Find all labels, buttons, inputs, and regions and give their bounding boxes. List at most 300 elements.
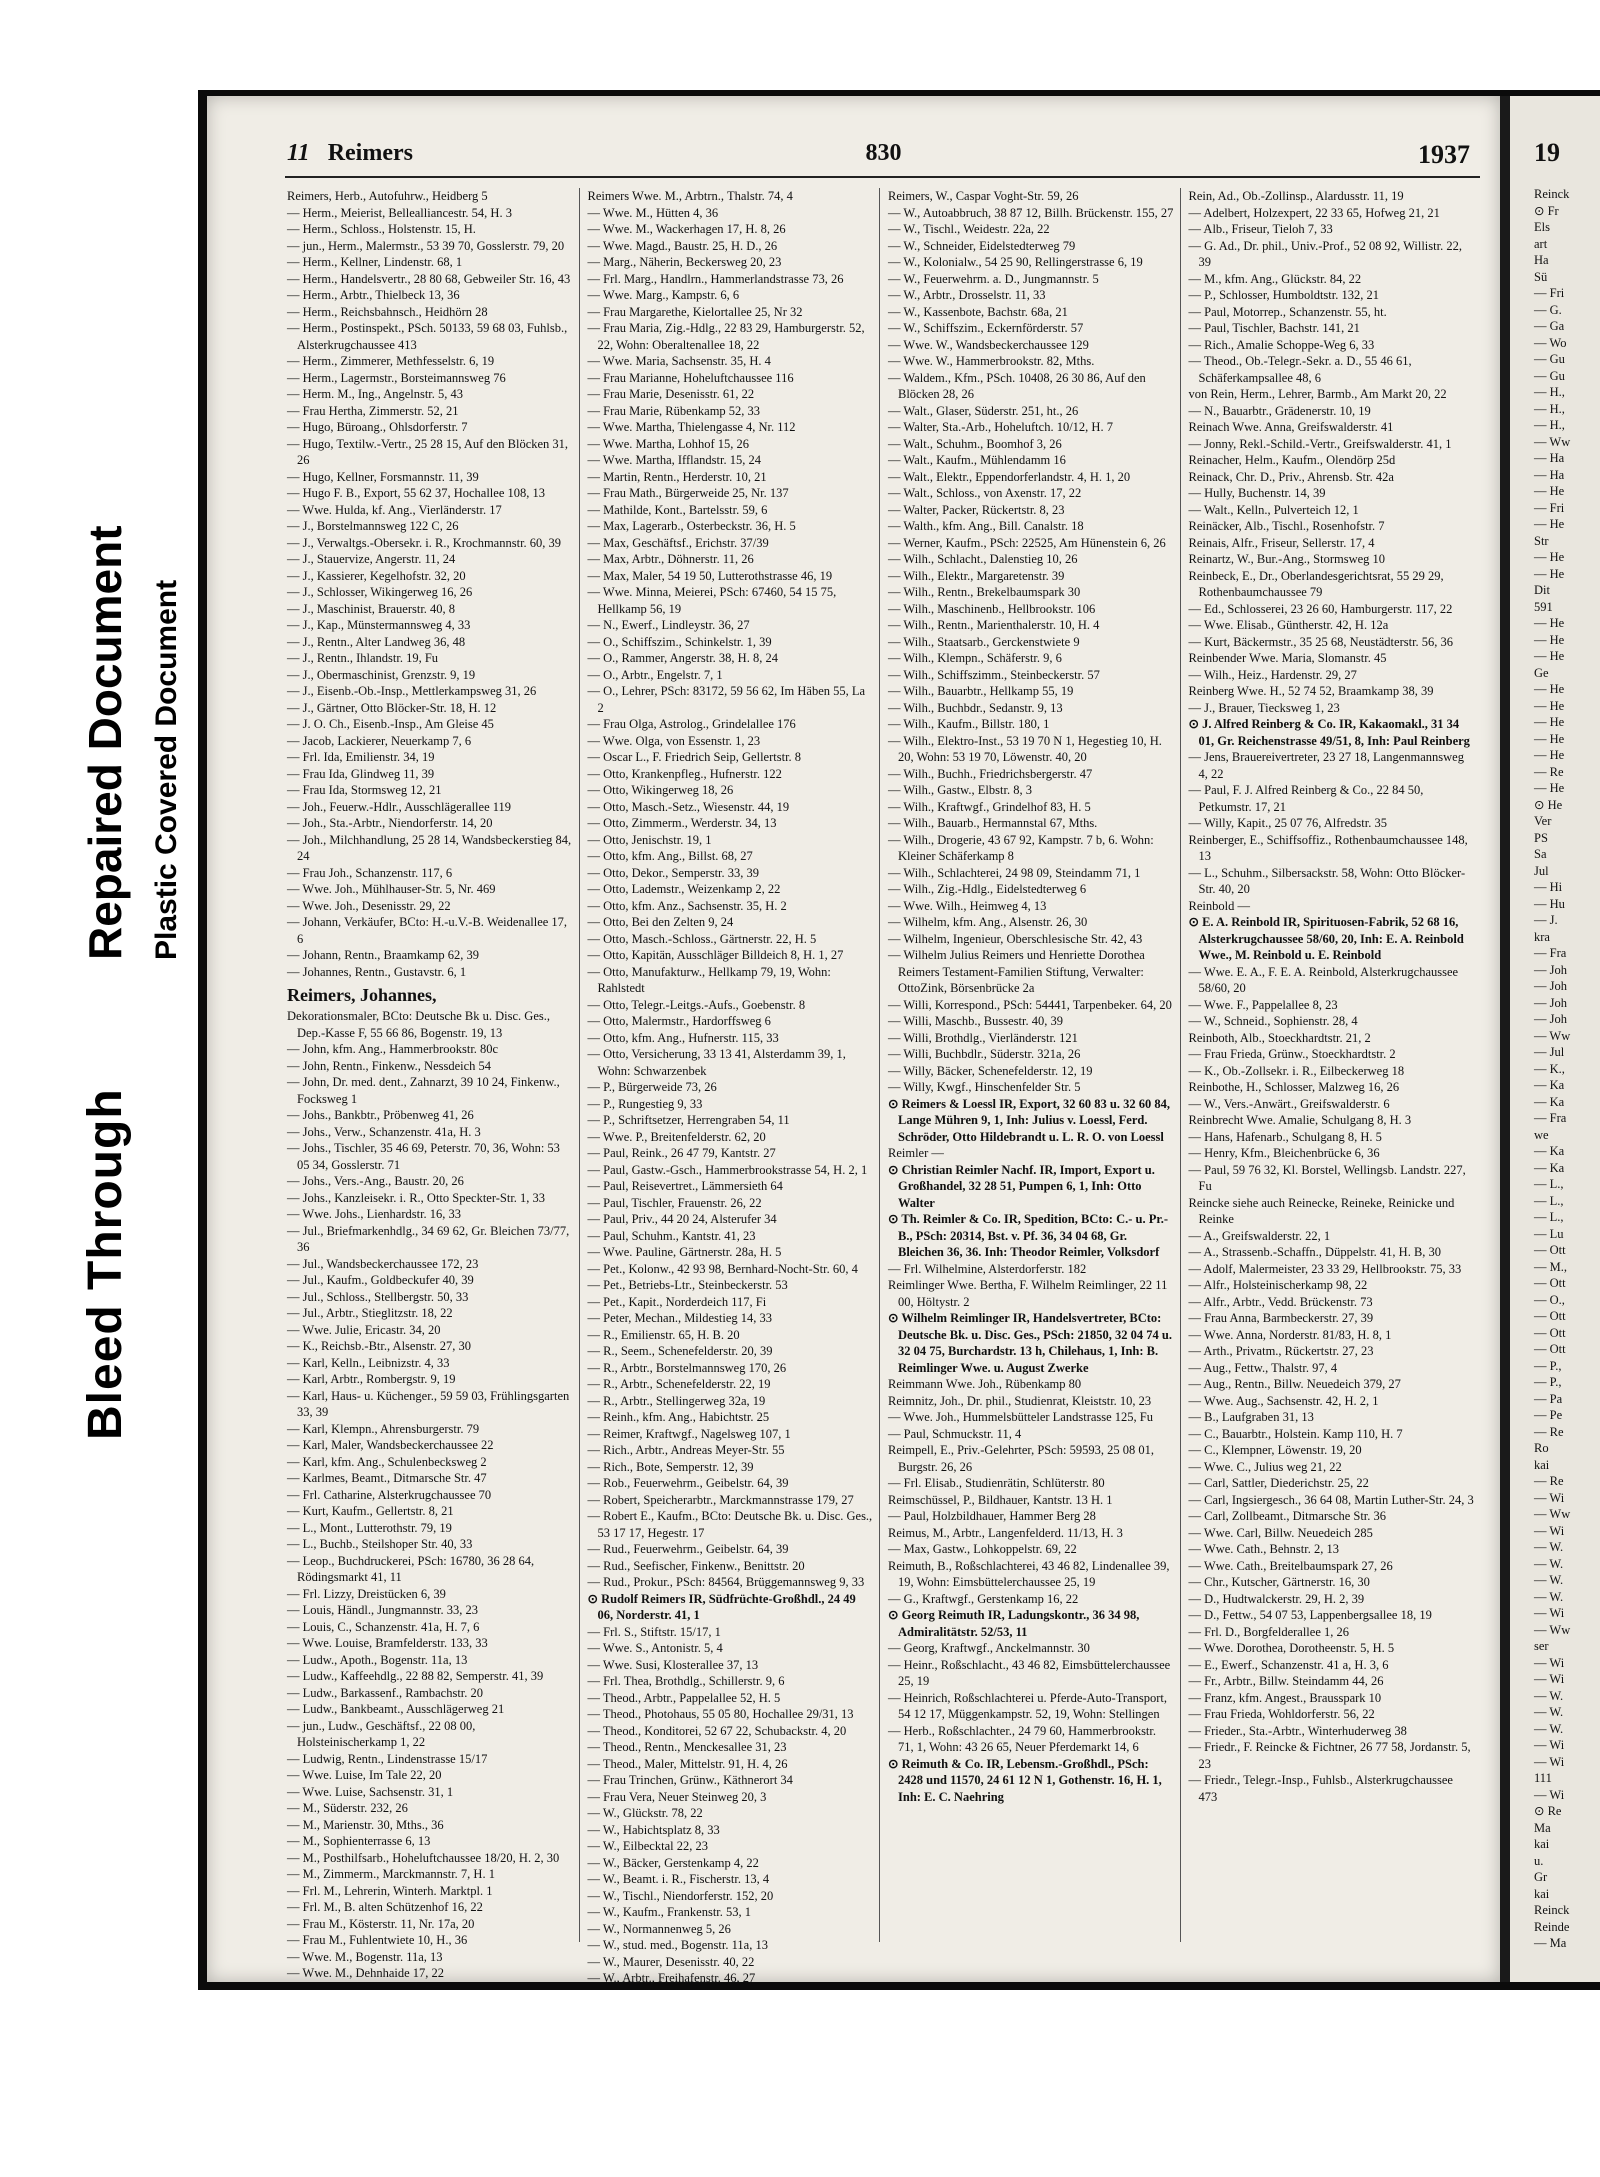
directory-entry: Reimers, Johannes, [287, 985, 437, 1005]
directory-entry: — Rich., Arbtr., Andreas Meyer-Str. 55 [587, 1443, 785, 1457]
next-page-line: — Wi [1534, 1787, 1565, 1802]
directory-entry: Reimus, M., Arbtr., Langenfelderd. 11/13, H. 3 [888, 1525, 1123, 1540]
next-page-line: we [1534, 1127, 1549, 1142]
next-page-line: — Wi [1534, 1655, 1565, 1670]
directory-entry: — Chr., Kutscher, Gärtnerstr. 16, 30 [1188, 1575, 1370, 1589]
column-1 [285, 188, 580, 1980]
directory-entry: ⊙ Rudolf Reimers IR, Südfrüchte-Großhdl., 24 49 06, Norderstr. 41, 1 [587, 1591, 856, 1622]
next-page-line: — Fri [1534, 286, 1565, 300]
directory-entry: — Theod., Photohaus, 55 05 80, Hochallee 29/31, 13 [587, 1707, 854, 1721]
next-page-line: — L., [1534, 1177, 1564, 1191]
directory-entry: — Walter, Sta.-Arb., Hoheluftch. 10/12, H. 7 [888, 420, 1113, 434]
directory-entry: — Hugo, Büroang., Ohlsdorferstr. 7 [287, 420, 468, 434]
directory-entry: — Adelbert, Holzexpert, 22 33 65, Hofweg 21, 21 [1188, 205, 1440, 220]
header-surname: Reimers [327, 140, 413, 166]
directory-entry: — O., Schiffszim., Schinkelstr. 1, 39 [587, 634, 772, 649]
next-page-line: Ma [1534, 1820, 1551, 1835]
directory-entry: Reimpell, E., Priv.-Gelehrter, PSch: 59593, 25 08 01, Burgstr. 26, 26 [888, 1443, 1155, 1474]
directory-entry: — Hans, Hafenarb., Schulgang 8, H. 5 [1188, 1129, 1382, 1144]
directory-entry: — Jacob, Lackierer, Neuerkamp 7, 6 [287, 733, 472, 748]
directory-entry: — Friedr., Telegr.-Insp., Fuhlsb., Alsterkrugchaussee 473 [1188, 1773, 1453, 1804]
directory-entry: — Otto, Malermstr., Hardorffsweg 6 [587, 1014, 771, 1028]
directory-entry: — Ed., Schlosserei, 23 26 60, Hamburgerstr. 117, 22 [1188, 601, 1453, 616]
directory-entry: Dekorationsmaler, BCto: Deutsche Bk u. Disc. Ges., Dep.-Kasse F, 55 66 86, Bogenstr. 19, 13 [287, 1009, 550, 1040]
directory-entry: — Wwe. M., Bogenstr. 11a, 13 [287, 1949, 443, 1964]
directory-entry: — Wilh., Rentn., Marienthalerstr. 10, H. 4 [888, 618, 1100, 632]
directory-entry: — Wwe. Susi, Klosterallee 37, 13 [587, 1657, 759, 1672]
next-page-line: — He [1534, 566, 1565, 581]
directory-entry: Reinbrecht Wwe. Amalie, Schulgang 8, H. 3 [1188, 1113, 1412, 1127]
directory-entry: — Wwe. E. A., F. E. A. Reinbold, Alsterkrugchaussee 58/60, 20 [1188, 964, 1459, 995]
directory-entry: — R., Emilienstr. 65, H. B. 20 [587, 1327, 740, 1342]
directory-entry: — L., Buchb., Steilshoper Str. 40, 33 [287, 1537, 473, 1551]
directory-entry: — J., Kap., Münstermannsweg 4, 33 [287, 618, 471, 632]
next-page-line: — Fra [1534, 1111, 1567, 1125]
book-binding [1500, 96, 1510, 1982]
directory-entry: — M., Posthilfsarb., Hoheluftchaussee 18/20, H. 2, 30 [287, 1850, 560, 1865]
next-page-line: — He [1534, 731, 1565, 746]
directory-entry: — Wwe. Joh., Desenisstr. 29, 22 [287, 898, 451, 913]
directory-entry: — Rud., Seefischer, Finkenw., Benittstr. 20 [587, 1558, 805, 1573]
directory-entry: — Wwe. Julie, Ericastr. 34, 20 [287, 1322, 441, 1337]
directory-entry: Reinack, Chr. D., Priv., Ahrensb. Str. 42a [1188, 469, 1394, 484]
directory-entry: Rein, Ad., Ob.-Zollinsp., Alardusstr. 11, 19 [1188, 189, 1404, 203]
directory-entry: — W., Arbtr., Drosselstr. 11, 33 [888, 288, 1046, 302]
next-page-line: PS [1534, 830, 1548, 845]
directory-entry: — Wwe. Martha, Ifflandstr. 15, 24 [587, 453, 761, 467]
directory-entry: — N., Bauarbtr., Grädenerstr. 10, 19 [1188, 403, 1371, 418]
directory-entry: — Wwe. Joh., Hummelsbütteler Landstrasse 125, Fu [888, 1410, 1154, 1424]
directory-entry: — Paul, Motorrep., Schanzenstr. 55, ht. [1188, 304, 1387, 319]
directory-entry: — Wwe. Magd., Baustr. 25, H. D., 26 [587, 238, 778, 253]
directory-entry: — Herm., Meierist, Bellealliancestr. 54, H. 3 [287, 205, 512, 220]
directory-entry: — Wilh., Kaufm., Billstr. 180, 1 [888, 717, 1050, 731]
directory-entry: — Wilh., Buchh., Friedrichsbergerstr. 47 [888, 766, 1093, 781]
next-page-line: — W. [1534, 1556, 1564, 1571]
directory-entry: — Frau Anna, Barmbeckerstr. 27, 39 [1188, 1311, 1374, 1325]
directory-entry: — Ludw., Barkassenf., Rambachstr. 20 [287, 1685, 484, 1700]
column-4 [1187, 188, 1481, 1942]
directory-entry: — Rich., Amalie Schoppe-Weg 6, 33 [1188, 337, 1375, 352]
directory-entry: — Herm., Lagermstr., Borsteimannsweg 76 [287, 370, 506, 385]
directory-entry: — Wwe. Martha, Thielengasse 4, Nr. 112 [587, 420, 796, 434]
next-page-line: — He [1534, 698, 1565, 713]
directory-entry: Reincke siehe auch Reinecke, Reineke, Reinicke und Reinke [1188, 1195, 1455, 1226]
directory-entry: — Wilh., Bauarbtr., Hellkamp 55, 19 [888, 684, 1074, 698]
next-page-line: — He [1534, 682, 1565, 696]
next-page-line: — Ka [1534, 1160, 1565, 1175]
next-page-line: — He [1534, 517, 1565, 531]
directory-entry: — Otto, Wikingerweg 18, 26 [587, 783, 734, 797]
directory-entry: — Wwe. M., Hütten 4, 36 [587, 205, 719, 220]
directory-entry: — Wilh., Kraftwgf., Grindelhof 83, H. 5 [888, 799, 1091, 814]
directory-entry: — Theod., Maler, Mittelstr. 91, H. 4, 26 [587, 1756, 788, 1771]
directory-entry: — Frau M., Kösterstr. 11, Nr. 17a, 20 [287, 1916, 475, 1931]
directory-entry: — Wilhelm, Ingenieur, Oberschlesische Str. 42, 43 [888, 931, 1143, 946]
directory-entry: — jun., Ludw., Geschäftsf., 22 08 00, Holsteinischerkamp 1, 22 [287, 1718, 476, 1749]
directory-entry: — M., Süderstr. 232, 26 [287, 1801, 408, 1815]
directory-entry: — Rud., Prokur., PSch: 84564, Brüggemannsweg 9, 33 [587, 1575, 865, 1589]
next-page-line: kai [1534, 1457, 1550, 1472]
next-page-line: — P., [1534, 1358, 1562, 1373]
directory-entry: Reinboth, Alb., Stoeckhardtstr. 21, 2 [1188, 1030, 1371, 1045]
directory-entry: — Willy, Kwgf., Hinschenfelder Str. 5 [888, 1080, 1081, 1094]
next-page-line: — K., [1534, 1061, 1565, 1076]
header-section-number: 11 [287, 140, 310, 166]
directory-entry: — Max, Geschäftsf., Erichstr. 37/39 [587, 535, 769, 550]
directory-entry: — W., Glückstr. 78, 22 [587, 1806, 703, 1820]
next-page-line: — Pa [1534, 1391, 1563, 1406]
directory-entry: — Frau Ida, Glindweg 11, 39 [287, 766, 435, 781]
next-page-line: — Wi [1534, 1606, 1565, 1620]
directory-entry: — Herm., Schloss., Holstenstr. 15, H. [287, 222, 476, 236]
page-number: 830 [865, 140, 902, 166]
directory-entry: — Ludw., Bankbeamt., Ausschlägerweg 21 [287, 1702, 505, 1716]
directory-entry: ⊙ J. Alfred Reinberg & Co. IR, Kakaomakl., 31 34 01, Gr. Reichenstrasse 49/51, 8, Inh: Paul Reinberg [1188, 717, 1470, 748]
directory-entry: — W., Autoabbruch, 38 87 12, Billh. Brückenstr. 155, 27 [888, 205, 1174, 220]
directory-entry: — Wwe. Luise, Sachsenstr. 31, 1 [287, 1784, 454, 1799]
directory-entry: — Theod., Konditorei, 52 67 22, Schubackstr. 4, 20 [587, 1723, 847, 1738]
directory-entry: — Frau Ida, Stormsweg 12, 21 [287, 783, 442, 797]
directory-entry: — Wwe. Cath., Breitelbaumspark 27, 26 [1188, 1558, 1393, 1573]
next-page-line: — Ha [1534, 451, 1565, 465]
directory-entry: — Johs., Bankbtr., Pröbenweg 41, 26 [287, 1108, 474, 1122]
directory-entry: — J., Eisenb.-Ob.-Insp., Mettlerkampsweg 31, 26 [287, 684, 537, 698]
column-2 [586, 188, 881, 1985]
directory-entry: — Frau Marianne, Hoheluftchaussee 116 [587, 370, 794, 385]
directory-entry: — Paul, Gastw.-Gsch., Hammerbrookstrasse 54, H. 2, 1 [587, 1162, 868, 1177]
next-page-line: — H., [1534, 385, 1565, 399]
next-page-line: Sa [1534, 847, 1547, 861]
columns [285, 188, 1480, 1985]
next-page-line: — Wi [1534, 1490, 1565, 1505]
next-page-line: Ro [1534, 1441, 1549, 1455]
directory-entry: — Paul, Tischler, Bachstr. 141, 21 [1188, 321, 1360, 335]
directory-entry: — W., Schneider, Eidelstedterweg 79 [888, 238, 1076, 253]
directory-entry: — Walt., Kelln., Pulverteich 12, 1 [1188, 502, 1359, 517]
next-page-line: kai [1534, 1886, 1550, 1901]
directory-entry: — Frl. Marg., Handlrn., Hammerlandstrasse 73, 26 [587, 271, 844, 286]
directory-entry: — Wwe. M., Wackerhagen 17, H. 8, 26 [587, 222, 786, 236]
next-page-line: — Joh [1534, 1012, 1567, 1026]
next-page-line: ser [1534, 1639, 1549, 1653]
label-bleed-through: Bleed Through [79, 1088, 132, 1440]
directory-entry: — Paul, 59 76 32, Kl. Borstel, Wellingsb. Landstr. 227, Fu [1188, 1162, 1466, 1193]
next-page-line: — He [1534, 781, 1565, 795]
directory-entry: — P., Schriftsetzer, Herrengraben 54, 11 [587, 1113, 790, 1127]
directory-entry: — R., Seem., Schenefelderstr. 20, 39 [587, 1344, 773, 1358]
next-page-line: — Ka [1534, 1078, 1565, 1092]
directory-entry: — Wwe. Louise, Bramfelderstr. 133, 33 [287, 1636, 488, 1650]
directory-entry: — jun., Herm., Malermstr., 53 39 70, Gosslerstr. 79, 20 [287, 238, 565, 253]
directory-entry: — Jul., Briefmarkenhdlg., 34 69 62, Gr. Bleichen 73/77, 36 [287, 1223, 570, 1254]
directory-entry: — Frl. Lizzy, Dreistücken 6, 39 [287, 1586, 446, 1601]
next-page-line: kai [1534, 1837, 1550, 1851]
directory-entry: Reinacher, Helm., Kaufm., Olendörp 25d [1188, 453, 1396, 467]
directory-entry: — W., Kassenbote, Bachstr. 68a, 21 [888, 304, 1068, 319]
directory-entry: — Wwe. Wilh., Heimweg 4, 13 [888, 898, 1047, 913]
directory-entry: — W., Arbtr., Freihafenstr. 46, 27 [587, 1971, 756, 1985]
directory-entry: — Hully, Buchenstr. 14, 39 [1188, 486, 1326, 500]
next-page-number: 19 [1534, 138, 1560, 167]
page-header [287, 140, 1480, 180]
directory-entry: Reinäcker, Alb., Tischl., Rosenhofstr. 7 [1188, 519, 1385, 533]
next-page-edge [1510, 96, 1600, 1982]
directory-entry: — Wwe. Joh., Mühlhauser-Str. 5, Nr. 469 [287, 882, 496, 896]
next-page-line: — Wi [1534, 1738, 1565, 1752]
next-page-line: — Hi [1534, 880, 1563, 894]
directory-entry: — M., Marienstr. 30, Mths., 36 [287, 1817, 444, 1832]
directory-entry: — Wwe. S., Antonistr. 5, 4 [587, 1641, 723, 1655]
directory-entry: — Alfr., Holsteinischerkamp 98, 22 [1188, 1278, 1368, 1292]
directory-entry: — Herb., Roßschlachter., 24 79 60, Hammerbrookstr. 71, 1, Wohn: 43 26 65, Neuer Pferdemarkt 14, 6 [888, 1723, 1157, 1754]
directory-entry: — Robert E., Kaufm., BCto: Deutsche Bk. u. Disc. Ges., 53 17 17, Hegestr. 17 [587, 1509, 873, 1540]
directory-entry: — J., Rentn., Ihlandstr. 19, Fu [287, 651, 439, 665]
directory-entry: — Wilh., Drogerie, 43 67 92, Kampstr. 7 b, 6. Wohn: Kleiner Schäferkamp 8 [888, 832, 1154, 863]
directory-entry: — Frau Joh., Schanzenstr. 117, 6 [287, 865, 453, 880]
next-page-line: — Ka [1534, 1144, 1565, 1158]
directory-entry: — Ludw., Apoth., Bogenstr. 11a, 13 [287, 1652, 468, 1667]
directory-entry: — Mathilde, Kont., Bartelsstr. 59, 6 [587, 502, 768, 517]
directory-entry: — Alb., Friseur, Tieloh 7, 33 [1188, 222, 1333, 236]
directory-entry: — Pet., Kolonw., 42 93 98, Bernhard-Nocht-Str. 60, 4 [587, 1261, 858, 1276]
directory-entry: — Theod., Ob.-Telegr.-Sekr. a. D., 55 46 61, Schäferkampsallee 48, 6 [1188, 354, 1412, 385]
directory-entry: — Paul, Tischler, Frauenstr. 26, 22 [587, 1195, 762, 1210]
directory-entry: — Otto, Masch.-Setz., Wiesenstr. 44, 19 [587, 799, 790, 814]
directory-entry: — Otto, kfm. Anz., Sachsenstr. 35, H. 2 [587, 898, 787, 913]
directory-entry: — Franz, kfm. Angest., Brausspark 10 [1188, 1690, 1382, 1705]
next-page-line: — Wi [1534, 1523, 1565, 1538]
directory-entry: — R., Arbtr., Schenefelderstr. 22, 19 [587, 1377, 771, 1391]
next-page-line: — L., [1534, 1210, 1564, 1224]
directory-entry: — Wilh., Schlachterei, 24 98 09, Steindamm 71, 1 [888, 865, 1141, 880]
directory-entry: — Wilhelm Julius Reimers und Henriette Dorothea Reimers Testament-Familien Stiftung, Verwalter: OttoZink, Börsenbrücke 2a [888, 948, 1145, 995]
directory-entry: — Kurt, Kaufm., Gellertstr. 8, 21 [287, 1504, 454, 1518]
directory-entry: — Frau Marie, Rübenkamp 52, 33 [587, 403, 761, 418]
directory-entry: — Herm. M., Ing., Angelnstr. 5, 43 [287, 387, 464, 401]
directory-entry: — O., Arbtr., Engelstr. 7, 1 [587, 667, 723, 682]
directory-entry: — Werner, Kaufm., PSch: 22525, Am Hünenstein 6, 26 [888, 535, 1166, 550]
next-page-line: — Fra [1534, 946, 1567, 960]
next-page-lines [1534, 186, 1570, 1952]
directory-entry: — Frl. M., B. alten Schützenhof 16, 22 [287, 1900, 483, 1914]
directory-entry: Reimers Wwe. M., Arbtrn., Thalstr. 74, 4 [587, 189, 793, 203]
next-page-line: — L., [1534, 1193, 1564, 1208]
directory-entry: — Wwe. F., Pappelallee 8, 23 [1188, 997, 1338, 1012]
directory-entry: — Paul, Reink., 26 47 79, Kantstr. 27 [587, 1146, 776, 1160]
directory-entry: — Wwe. Olga, von Essenstr. 1, 23 [587, 733, 761, 748]
directory-entry: — Wwe. Luise, Im Tale 22, 20 [287, 1768, 442, 1782]
next-page-line: — Ww [1534, 1507, 1571, 1521]
next-page-line: Jul [1534, 863, 1549, 878]
directory-entry: Reinbender Wwe. Maria, Slomanstr. 45 [1188, 651, 1387, 665]
directory-entry: — Hugo F. B., Export, 55 62 37, Hochallee 108, 13 [287, 486, 546, 500]
directory-entry: — Otto, Dekor., Semperstr. 33, 39 [587, 865, 760, 880]
directory-entry: — Kurt, Bäckermstr., 35 25 68, Neustädterstr. 56, 36 [1188, 634, 1454, 649]
directory-entry: — Walt., Elektr., Eppendorferlandstr. 4, H. 1, 20 [888, 469, 1131, 484]
directory-entry: — Paul, Holzbildhauer, Hammer Berg 28 [888, 1509, 1096, 1523]
next-page-line: Reinck [1534, 187, 1570, 201]
directory-entry: — C., Bauarbtr., Holstein. Kamp 110, H. 7 [1188, 1426, 1403, 1441]
directory-entry: Reimlinger Wwe. Bertha, F. Wilhelm Reimlinger, 22 11 00, Höltystr. 2 [888, 1278, 1168, 1309]
next-page-line: — W. [1534, 1573, 1564, 1587]
directory-entry: — Arth., Privatm., Rückertstr. 27, 23 [1188, 1344, 1374, 1358]
directory-entry: — W., Tischl., Niendorferstr. 152, 20 [587, 1888, 774, 1903]
directory-entry: — M., kfm. Ang., Glückstr. 84, 22 [1188, 271, 1362, 286]
directory-entry: — Otto, kfm. Ang., Hufnerstr. 115, 33 [587, 1030, 779, 1045]
directory-entry: — J., Rentn., Alter Landweg 36, 48 [287, 634, 466, 649]
directory-entry: — W., Vers.-Anwärt., Greifswalderstr. 6 [1188, 1096, 1390, 1111]
directory-entry: — Otto, Krankenpfleg., Hufnerstr. 122 [587, 766, 782, 781]
directory-page [207, 96, 1500, 1985]
directory-entry: — Pet., Betriebs-Ltr., Steinbeckerstr. 53 [587, 1278, 788, 1292]
next-page-line: art [1534, 236, 1548, 251]
directory-entry: — W., Kolonialw., 54 25 90, Rellingerstrasse 6, 19 [888, 255, 1143, 269]
directory-entry: — Wilh., Bauarb., Hermannstal 67, Mths. [888, 816, 1098, 830]
next-page-line: 591 [1534, 599, 1553, 614]
directory-entry: — Wwe. Minna, Meierei, PSch: 67460, 54 15 75, Hellkamp 56, 19 [587, 585, 837, 616]
directory-entry: — John, Rentn., Finkenw., Nessdeich 54 [287, 1058, 492, 1073]
next-page-line: — He [1534, 715, 1565, 729]
directory-entry: — Wwe. M., Dehnhaide 17, 22 [287, 1966, 445, 1980]
header-year: 1937 [1418, 140, 1470, 169]
directory-entry: — Carl, Zollbeamt., Ditmarsche Str. 36 [1188, 1509, 1387, 1523]
directory-entry: — W., stud. med., Bogenstr. 11a, 13 [587, 1938, 768, 1952]
directory-entry: — Wilh., Gastw., Elbstr. 8, 3 [888, 783, 1032, 797]
directory-entry: — Frau Maria, Zig.-Hdlg., 22 83 29, Hamburgerstr. 52, 22, Wohn: Oberaltenallee 18, 22 [587, 321, 865, 352]
directory-entry: — Otto, Masch.-Schloss., Gärtnerstr. 22, H. 5 [587, 931, 817, 946]
next-page-line: — Ott [1534, 1325, 1566, 1340]
directory-entry: — John, Dr. med. dent., Zahnarzt, 39 10 24, Finkenw., Focksweg 1 [287, 1075, 560, 1106]
next-page-line: — P., [1534, 1375, 1562, 1389]
directory-entry: — Herm., Arbtr., Thielbeck 13, 36 [287, 288, 460, 302]
directory-entry: — Otto, Lademstr., Weizenkamp 2, 22 [587, 882, 781, 896]
directory-entry: — Frau Frieda, Grünw., Stoeckhardtstr. 2 [1188, 1047, 1396, 1061]
directory-entry: — Joh., Feuerw.-Hdlr., Ausschlägerallee 119 [287, 799, 512, 814]
next-page-line: — Fri [1534, 500, 1565, 515]
next-page-line: Gr [1534, 1870, 1548, 1884]
directory-entry: — J., Maschinist, Brauerstr. 40, 8 [287, 601, 456, 616]
directory-entry: — M., Sophienterrasse 6, 13 [287, 1834, 431, 1848]
directory-entry: — Fr., Arbtr., Billw. Steindamm 44, 26 [1188, 1674, 1384, 1688]
directory-entry: — Wwe. Pauline, Gärtnerstr. 28a, H. 5 [587, 1245, 782, 1259]
directory-entry: — O., Lehrer, PSch: 83172, 59 56 62, Im Häben 55, La 2 [587, 684, 866, 715]
directory-entry: — Wilh., Buchbdr., Sedanstr. 9, 13 [888, 700, 1063, 715]
directory-entry: — Jonny, Rekl.-Schild.-Vertr., Greifswalderstr. 41, 1 [1188, 436, 1452, 451]
next-page-line: — Ma [1534, 1936, 1567, 1950]
directory-entry: — Wilh., Elektro-Inst., 53 19 70 N 1, Hegestieg 10, H. 20, Wohn: 53 19 70, Löwenstr. 40, 20 [888, 733, 1162, 764]
directory-entry: — Rud., Feuerwehrm., Geibelstr. 64, 39 [587, 1542, 789, 1556]
directory-entry: — J., Brauer, Tiecksweg 1, 23 [1188, 700, 1340, 715]
directory-entry: — Aug., Fettw., Thalstr. 97, 4 [1188, 1360, 1338, 1375]
directory-entry: — Wwe. Cath., Behnstr. 2, 13 [1188, 1542, 1339, 1556]
directory-entry: ⊙ Wilhelm Reimlinger IR, Handelsvertreter, BCto: Deutsche Bk. u. Disc. Ges., PSch: 21850, 32 04 74 u. 32 04 75, Burchardstr. 13 h, Chilehaus, 1, Inh: B. Reimlinger Wwe. u. August Zwerke [888, 1311, 1172, 1375]
next-page-line: — Wo [1534, 335, 1567, 350]
next-page-line: — Ott [1534, 1309, 1566, 1323]
directory-entry: — Walth., kfm. Ang., Bill. Canalstr. 18 [888, 519, 1084, 533]
next-page-line: — W. [1534, 1688, 1564, 1703]
directory-entry: — Frl. Catharine, Alsterkrugchaussee 70 [287, 1487, 492, 1502]
next-page-line: — Re [1534, 764, 1564, 779]
directory-entry: Reimers, Herb., Autofuhrw., Heidberg 5 [287, 189, 488, 203]
next-page-line: — M., [1534, 1259, 1567, 1274]
next-page-line: — W. [1534, 1540, 1564, 1554]
next-page-line: Ge [1534, 665, 1549, 680]
directory-entry: — Willy, Kapit., 25 07 76, Alfredstr. 35 [1188, 816, 1387, 830]
next-page-line: Dit [1534, 583, 1550, 597]
next-page-line: ⊙ Fr [1534, 203, 1559, 218]
directory-entry: — J., Kassierer, Kegelhofstr. 32, 20 [287, 568, 466, 583]
directory-entry: — Wwe. Marg., Kampstr. 6, 6 [587, 288, 740, 302]
next-page-line: — Ww [1534, 1622, 1571, 1637]
directory-entry: — Wilh., Maschinenb., Hellbrookstr. 106 [888, 601, 1096, 616]
directory-entry: Reimers, W., Caspar Voght-Str. 59, 26 [888, 189, 1079, 203]
directory-entry: — Willi, Brothdlg., Vierländerstr. 121 [888, 1030, 1078, 1045]
directory-entry: Reinbothe, H., Schlosser, Malzweg 16, 26 [1188, 1080, 1400, 1094]
directory-entry: — E., Ewerf., Schanzenstr. 41 a, H. 3, 6 [1188, 1657, 1389, 1672]
directory-entry: — Wwe. Johs., Lienhardstr. 16, 33 [287, 1207, 462, 1221]
directory-entry: — Carl, Sattler, Diederichstr. 25, 22 [1188, 1476, 1369, 1490]
directory-entry: ⊙ Reimers & Loessl IR, Export, 32 60 83 u. 32 60 84, Lange Mühren 9, 1, Inh: Julius v. Loessl, Ferd. Schröder, Otto Hildebrandt u. L. R. O. von Loessl [888, 1096, 1170, 1144]
directory-entry: — Walt., Schuhm., Boomhof 3, 26 [888, 436, 1062, 451]
directory-entry: — Wwe. Dorothea, Dorotheenstr. 5, H. 5 [1188, 1641, 1395, 1655]
directory-entry: — L., Mont., Lutterothstr. 79, 19 [287, 1520, 452, 1535]
directory-entry: — G. Ad., Dr. phil., Univ.-Prof., 52 08 92, Willistr. 22, 39 [1188, 238, 1462, 269]
directory-entry: — W., Schiffszim., Eckernförderstr. 57 [888, 321, 1084, 335]
directory-entry: — Ludwig, Rentn., Lindenstrasse 15/17 [287, 1751, 488, 1766]
directory-entry: — Joh., Milchhandlung, 25 28 14, Wandsbeckerstieg 84, 24 [287, 832, 572, 863]
next-page-line: — Ka [1534, 1094, 1565, 1109]
next-page-line: — H., [1534, 418, 1565, 432]
directory-entry: — Max, Maler, 54 19 50, Lutterothstrasse 46, 19 [587, 568, 833, 583]
directory-entry: — W., Eilbecktal 22, 23 [587, 1839, 708, 1853]
directory-entry: — Peter, Mechan., Mildestieg 14, 33 [587, 1311, 773, 1325]
directory-entry: — Karlmes, Beamt., Ditmarsche Str. 47 [287, 1471, 487, 1485]
directory-entry: — Frau Hertha, Zimmerstr. 52, 21 [287, 403, 459, 418]
directory-entry: — Louis, C., Schanzenstr. 41a, H. 7, 6 [287, 1619, 480, 1634]
directory-entry: — Heinr., Roßschlacht., 43 46 82, Eimsbüttelerchaussee 25, 19 [888, 1657, 1171, 1688]
directory-entry: — Willi, Korrespond., PSch: 54441, Tarpenbeker. 64, 20 [888, 997, 1172, 1012]
next-page-line: — Lu [1534, 1226, 1564, 1241]
directory-entry: — Herm., Kellner, Lindenstr. 68, 1 [287, 255, 463, 269]
directory-entry: — Wwe. W., Hammerbrookstr. 82, Mths. [888, 354, 1095, 368]
directory-entry: — Paul, Schmuckstr. 11, 4 [888, 1426, 1022, 1441]
directory-entry: — Theod., Arbtr., Pappelallee 52, H. 5 [587, 1690, 781, 1705]
directory-entry: — Pet., Kapit., Norderdeich 117, Fi [587, 1294, 767, 1309]
directory-entry: — Joh., Sta.-Arbtr., Niendorferstr. 14, 20 [287, 816, 493, 830]
directory-entry: — Frl. D., Borgfelderallee 1, 26 [1188, 1624, 1349, 1639]
directory-entry: — Wilh., Rentn., Brekelbaumspark 30 [888, 585, 1081, 599]
directory-entry: — Wwe. Anna, Norderstr. 81/83, H. 8, 1 [1188, 1327, 1392, 1342]
label-repaired-document: Repaired Document [79, 525, 131, 960]
label-plastic-covered: Plastic Covered Document [150, 579, 183, 960]
directory-entry: — Willi, Buchbdlr., Süderstr. 321a, 26 [888, 1047, 1081, 1061]
directory-entry: — M., Zimmerm., Marckmannstr. 7, H. 1 [287, 1867, 495, 1881]
directory-entry: — Max, Lagerarb., Osterbeckstr. 36, H. 5 [587, 519, 796, 533]
directory-entry: — Walt., Kaufm., Mühlendamm 16 [888, 453, 1066, 467]
next-page-line: Reinck [1534, 1903, 1570, 1917]
next-page-line: — He [1534, 649, 1565, 663]
next-page-line: 111 [1534, 1771, 1552, 1785]
directory-entry: — Walt., Glaser, Süderstr. 251, ht., 26 [888, 403, 1079, 418]
directory-entry: — Johs., Kanzleisekr. i. R., Otto Speckter-Str. 1, 33 [287, 1190, 546, 1205]
directory-entry: — Wwe. Elisab., Güntherstr. 42, H. 12a [1188, 618, 1389, 632]
header-rule [285, 176, 1480, 178]
directory-entry: — Wwe. Aug., Sachsenstr. 42, H. 2, 1 [1188, 1393, 1379, 1408]
directory-entry: — J., Borstelmannsweg 122 C, 26 [287, 519, 459, 533]
directory-entry: — Rich., Bote, Semperstr. 12, 39 [587, 1459, 754, 1474]
directory-entry: — Frl. Thea, Brothdlg., Schillerstr. 9, 6 [587, 1674, 785, 1688]
